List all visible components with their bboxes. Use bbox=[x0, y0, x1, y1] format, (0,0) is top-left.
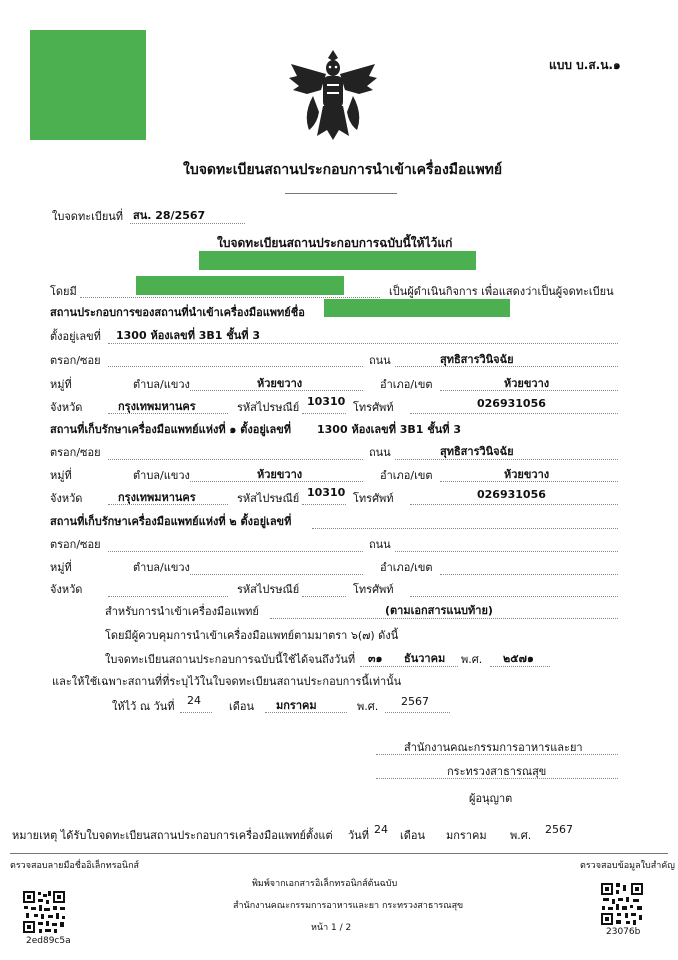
storage1-subdistrict-label: ตำบล/แขวง bbox=[133, 469, 190, 482]
district-value: ห้วยขวาง bbox=[504, 377, 550, 390]
district-label: อำเภอ/เขต bbox=[380, 378, 433, 391]
issued-to-text: ใบจดทะเบียนสถานประกอบการฉบับนี้ให้ไว้แก่ bbox=[217, 236, 453, 250]
operator-text: เป็นผู้ดำเนินกิจการ เพื่อแสดงว่าเป็นผู้จดทะเบียน bbox=[389, 285, 614, 298]
control-text: โดยมีผู้ควบคุมการนำเข้าเครื่องมือแพทย์ตามมาตรา ๖(๗) ดังนี้ bbox=[105, 629, 399, 642]
authority-ministry: กระทรวงสาธารณสุข bbox=[447, 765, 547, 778]
signature-check-note: ตรวจสอบลายมือชื่ออิเล็กทรอนิกส์ bbox=[10, 861, 140, 871]
by-label: โดยมี bbox=[50, 285, 77, 298]
storage1-road-label: ถนน bbox=[369, 446, 391, 459]
document-title: ใบจดทะเบียนสถานประกอบการนำเข้าเครื่องมือแพทย์ bbox=[183, 162, 503, 178]
location-text: และให้ใช้เฉพาะสถานที่ที่ระบุไว้ในใบจดทะเบียนสถานประกอบการนี้เท่านั้น bbox=[52, 675, 402, 688]
given-year-label: พ.ศ. bbox=[357, 700, 379, 713]
storage1-heading: สถานที่เก็บรักษาเครื่องมือแพทย์แห่งที่ ๑ ตั้งอยู่เลขที่ bbox=[50, 423, 292, 436]
given-year: 2567 bbox=[401, 695, 429, 708]
form-code: แบบ บ.ส.น.๑ bbox=[549, 58, 621, 72]
data-check-note: ตรวจสอบข้อมูลใบสำคัญ bbox=[580, 861, 675, 871]
storage2-heading: สถานที่เก็บรักษาเครื่องมือแพทย์แห่งที่ ๒ ตั้งอยู่เลขที่ bbox=[50, 515, 292, 528]
valid-day: ๓๑ bbox=[368, 652, 383, 665]
registration-number-label: ใบจดทะเบียนที่ bbox=[52, 210, 124, 223]
page-number: หน้า 1 / 2 bbox=[311, 923, 352, 933]
storage2-moo-label: หมู่ที่ bbox=[50, 561, 72, 574]
storage1-postal-value: 10310 bbox=[307, 486, 346, 499]
province-value: กรุงเทพมหานคร bbox=[118, 400, 196, 413]
title-underline bbox=[285, 193, 397, 194]
remark-month: มกราคม bbox=[446, 829, 487, 842]
storage1-district-label: อำเภอ/เขต bbox=[380, 469, 433, 482]
remark-month-label: เดือน bbox=[400, 829, 426, 842]
left-verification-code: 2ed89c5a bbox=[26, 936, 71, 946]
storage1-province-label: จังหวัด bbox=[50, 492, 83, 505]
storage1-road-value: สุทธิสารวินิจฉัย bbox=[440, 445, 514, 458]
moo-label: หมู่ที่ bbox=[50, 378, 72, 391]
garuda-emblem-icon bbox=[283, 44, 383, 144]
storage2-postal-label: รหัสไปรษณีย์ bbox=[237, 583, 300, 596]
storage1-moo-label: หมู่ที่ bbox=[50, 469, 72, 482]
storage1-province-value: กรุงเทพมหานคร bbox=[118, 491, 196, 504]
redacted-logo-block bbox=[30, 30, 146, 140]
licensor-label: ผู้อนุญาต bbox=[469, 792, 513, 805]
establishment-label: สถานประกอบการของสถานที่นำเข้าเครื่องมือแพทย์ชื่อ bbox=[50, 306, 305, 319]
phone-label: โทรศัพท์ bbox=[353, 401, 394, 414]
redacted-operator-name bbox=[136, 276, 344, 295]
storage1-district-value: ห้วยขวาง bbox=[504, 468, 550, 481]
purpose-value: (ตามเอกสารแนบท้าย) bbox=[385, 604, 493, 617]
given-month: มกราคม bbox=[276, 699, 317, 712]
postal-label: รหัสไปรษณีย์ bbox=[237, 401, 300, 414]
purpose-label: สำหรับการนำเข้าเครื่องมือแพทย์ bbox=[105, 605, 259, 618]
print-note: พิมพ์จากเอกสารอิเล็กทรอนิกส์ต้นฉบับ bbox=[252, 879, 398, 889]
storage1-phone-value: 026931056 bbox=[477, 488, 546, 501]
road-label: ถนน bbox=[369, 354, 391, 367]
storage2-phone-label: โทรศัพท์ bbox=[353, 583, 394, 596]
valid-until-label: ใบจดทะเบียนสถานประกอบการฉบับนี้ใช้ได้จนถึงวันที่ bbox=[105, 653, 356, 666]
storage2-subdistrict-label: ตำบล/แขวง bbox=[133, 561, 190, 574]
footer-agency: สำนักงานคณะกรรมการอาหารและยา กระทรวงสาธารณสุข bbox=[233, 901, 464, 911]
qr-code-icon[interactable] bbox=[600, 882, 644, 926]
postal-value: 10310 bbox=[307, 395, 346, 408]
address-label: ตั้งอยู่เลขที่ bbox=[50, 330, 101, 343]
valid-year-label: พ.ศ. bbox=[461, 653, 483, 666]
given-day: 24 bbox=[187, 694, 201, 707]
valid-year: ๒๕๗๑ bbox=[503, 652, 534, 665]
soi-label: ตรอก/ซอย bbox=[50, 354, 101, 367]
valid-month: ธันวาคม bbox=[404, 652, 446, 665]
given-label: ให้ไว้ ณ วันที่ bbox=[112, 700, 175, 713]
storage2-soi-label: ตรอก/ซอย bbox=[50, 538, 101, 551]
authority-office: สำนักงานคณะกรรมการอาหารและยา bbox=[404, 741, 583, 754]
right-verification-code: 23076b bbox=[606, 927, 641, 937]
footer-divider bbox=[10, 853, 668, 854]
subdistrict-label: ตำบล/แขวง bbox=[133, 378, 190, 391]
registration-number-value: สน. 28/2567 bbox=[133, 209, 206, 222]
remark-day: 24 bbox=[374, 823, 388, 836]
road-value: สุทธิสารวินิจฉัย bbox=[440, 353, 514, 366]
redacted-licensee-name bbox=[199, 251, 476, 270]
subdistrict-value: ห้วยขวาง bbox=[257, 377, 303, 390]
storage1-address: 1300 ห้องเลขที่ 3B1 ชั้นที่ 3 bbox=[317, 423, 462, 436]
storage1-subdistrict-value: ห้วยขวาง bbox=[257, 468, 303, 481]
qr-code-icon[interactable] bbox=[22, 890, 66, 934]
remark-year-label: พ.ศ. bbox=[510, 829, 532, 842]
address-value: 1300 ห้องเลขที่ 3B1 ชั้นที่ 3 bbox=[116, 329, 261, 342]
remark-year: 2567 bbox=[545, 823, 573, 836]
storage1-phone-label: โทรศัพท์ bbox=[353, 492, 394, 505]
remark-day-label: วันที่ bbox=[348, 829, 369, 842]
redacted-establishment-name bbox=[324, 299, 510, 317]
province-label: จังหวัด bbox=[50, 401, 83, 414]
storage2-district-label: อำเภอ/เขต bbox=[380, 561, 433, 574]
remark-text: หมายเหตุ ได้รับใบจดทะเบียนสถานประกอบการเครื่องมือแพทย์ตั้งแต่ bbox=[12, 829, 333, 842]
phone-value: 026931056 bbox=[477, 397, 546, 410]
given-month-label: เดือน bbox=[229, 700, 255, 713]
storage2-province-label: จังหวัด bbox=[50, 583, 83, 596]
storage1-soi-label: ตรอก/ซอย bbox=[50, 446, 101, 459]
storage1-postal-label: รหัสไปรษณีย์ bbox=[237, 492, 300, 505]
storage2-road-label: ถนน bbox=[369, 538, 391, 551]
